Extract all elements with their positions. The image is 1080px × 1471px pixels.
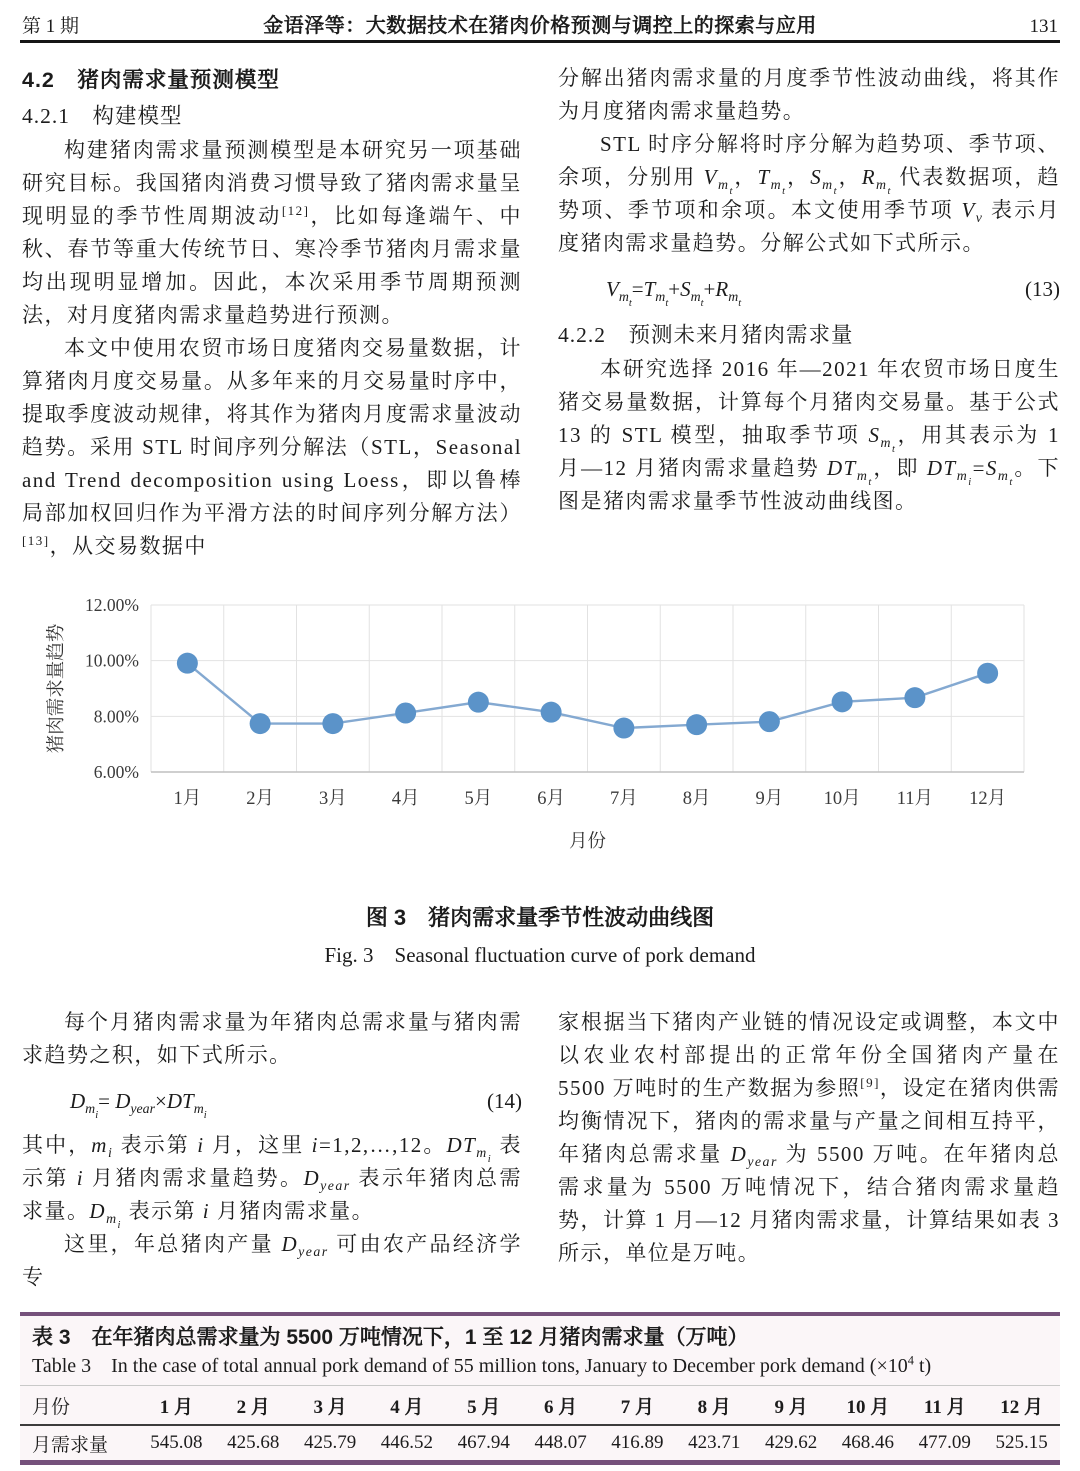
- paragraph-p6: 每个月猪肉需求量为年猪肉总需求量与猪肉需求趋势之积，如下式所示。: [22, 1010, 522, 1067]
- section-heading-4-2: 4.2 猪肉需求量预测模型: [22, 68, 280, 92]
- paragraph-p8: 这里，年总猪肉产量 $D_{year}$ 可由农产品经济学专: [22, 1232, 522, 1289]
- svg-text:2月: 2月: [246, 789, 275, 809]
- table-header-cell: 8 月: [697, 1396, 731, 1418]
- issue-number: 第 1 期: [22, 16, 80, 37]
- right-column-bottom: [558, 1006, 1060, 1270]
- paragraph-p9: 家根据当下猪肉产业链的情况设定或调整，本文中以农业农村部提出的正常年份全国猪肉产量在 5500 万吨时的生产数据为参照[9]，设定在猪肉供需均衡情况下，猪肉的需求量与产量之间相互持平，年猪肉总需求量 $D_{year}$ 为 5500 万吨。在年猪肉总需求量为 5500 万吨情况下，结合猪肉需求量趋势，计算 1 月—12 月猪肉需求量，计算结果如表 3 所示，单位是万吨。: [558, 1010, 1060, 1265]
- table-header-cell: 10 月: [846, 1396, 890, 1418]
- formula-14-expression: $D_{mi}= D_{year}\times DT_{mi}$: [70, 1089, 207, 1122]
- table-value-cell: 446.52: [380, 1432, 434, 1453]
- subsection-heading-4-2-1: 4.2.1 构建模型: [22, 104, 183, 128]
- svg-text:5月: 5月: [464, 789, 493, 809]
- table-value-cell: 477.09: [918, 1432, 971, 1453]
- table-header-label: 月份: [32, 1396, 71, 1418]
- svg-text:9月: 9月: [755, 789, 784, 809]
- subsection-heading-4-2-2: 4.2.2 预测未来月猪肉需求量: [558, 323, 854, 347]
- seasonal-fluctuation-line-chart: [38, 590, 1046, 862]
- table-value-cell: 416.89: [611, 1432, 664, 1453]
- table-3-region: [20, 1312, 1060, 1465]
- svg-text:猪肉需求量趋势: 猪肉需求量趋势: [47, 623, 67, 754]
- table-header-cell: 9 月: [774, 1396, 808, 1418]
- table-header-cell: 2 月: [236, 1396, 270, 1418]
- left-column-top: [22, 62, 522, 563]
- table-value-cell: 423.71: [688, 1432, 741, 1453]
- table-header-cell: 4 月: [390, 1396, 424, 1418]
- svg-text:7月: 7月: [609, 789, 638, 809]
- table-header-cell: 12 月: [1000, 1396, 1043, 1418]
- svg-text:1月: 1月: [173, 789, 202, 809]
- table-header-cell: 1 月: [159, 1396, 194, 1418]
- figure-caption-en: Fig. 3 Seasonal fluctuation curve of pork demand: [324, 943, 756, 967]
- formula-13: [558, 273, 1060, 310]
- table-value-cell: 448.07: [534, 1432, 587, 1453]
- svg-text:10.00%: 10.00%: [85, 650, 139, 671]
- table-value-row: [20, 1424, 1060, 1460]
- formula-13-expression: $V_{mt}=T_{mt}+S_{mt}+R_{mt}$: [606, 277, 742, 310]
- svg-text:10月: 10月: [823, 789, 861, 809]
- table-value-cell: 468.46: [841, 1432, 895, 1453]
- paragraph-p2: 本文中使用农贸市场日度猪肉交易量数据，计算猪肉月度交易量。从多年来的月交易量时序中，提取季度波动规律，将其作为猪肉月度需求量波动趋势。采用 STL 时间序列分解法（STL，Seasonal and Trend decomposition using Loess，即以鲁棒局部加权回归作为平滑方法的时间序列分解方法）[13]，从交易数据中: [22, 336, 522, 558]
- table-value-cell: 429.62: [764, 1432, 818, 1453]
- table-header-cell: 6 月: [543, 1396, 578, 1418]
- svg-text:4月: 4月: [391, 789, 420, 809]
- paragraph-p4: STL 时序分解将时序分解为趋势项、季节项、余项，分别用 $V_{mt}$，$T_{mt}$，$S_{mt}$，$R_{mt}$ 代表数据项，趋势项、季节项和余项。本文使用季节项 $V_v$ 表示月度猪肉需求量趋势。分解公式如下式所示。: [558, 132, 1061, 255]
- table-row-label: 月需求量: [32, 1434, 109, 1456]
- svg-text:8.00%: 8.00%: [93, 706, 139, 727]
- figure-3: [38, 590, 1046, 862]
- paragraph-p1: 构建猪肉需求量预测模型是本研究另一项基础研究目标。我国猪肉消费习惯导致了猪肉需求量呈现明显的季节性周期波动[12]，比如每逢端午、中秋、春节等重大传统节日、寒冷季节猪肉月需求量均出现明显增加。因此，本次采用季节周期预测法，对月度猪肉需求量趋势进行预测。: [22, 138, 522, 327]
- page-number: 131: [1029, 16, 1058, 37]
- paragraph-p5: 本研究选择 2016 年—2021 年农贸市场日度生猪交易量数据，计算每个月猪肉交易量。基于公式 13 的 STL 模型，抽取季节项 $S_{mt}$，用其表示为 1 月—12 月猪肉需求量趋势 $DT_{mt}$，即 $DT_{mi}=S_{mt}$。下图是猪肉需求量季节性波动曲线图。: [558, 357, 1061, 513]
- table-caption-en: Table 3 In the case of total annual pork demand of 55 million tons, January to December pork demand ($\times 10^4$ t): [32, 1353, 932, 1377]
- left-column-bottom: [22, 1006, 522, 1294]
- svg-text:12.00%: 12.00%: [85, 595, 139, 615]
- running-head: [22, 9, 1058, 38]
- formula-14-number: (14): [487, 1089, 522, 1113]
- figure-caption-zh: 图 3 猪肉需求量季节性波动曲线图: [365, 905, 715, 930]
- formula-13-number: (13): [1025, 277, 1060, 301]
- table-header-cell: 5 月: [467, 1396, 501, 1418]
- svg-text:月份: 月份: [568, 832, 607, 852]
- svg-text:6.00%: 6.00%: [93, 762, 139, 782]
- table-value-cell: 467.94: [457, 1432, 510, 1453]
- table-caption-zh: 表 3 在年猪肉总需求量为 5500 万吨情况下，1 至 12 月猪肉需求量（万吨）: [32, 1326, 749, 1349]
- svg-text:3月: 3月: [318, 789, 347, 809]
- header-rule: [20, 40, 1060, 43]
- running-title: 金语泽等：大数据技术在猪肉价格预测与调控上的探索与应用: [263, 15, 817, 37]
- formula-14: [22, 1085, 522, 1122]
- svg-text:11月: 11月: [896, 789, 934, 809]
- table-value-cell: 425.68: [227, 1432, 280, 1453]
- table-header-cell: 7 月: [620, 1396, 655, 1418]
- svg-text:6月: 6月: [537, 789, 566, 809]
- table-header-cell: 3 月: [313, 1396, 347, 1418]
- table-value-cell: 425.79: [303, 1432, 357, 1453]
- table-header-cell: 11 月: [923, 1396, 966, 1418]
- table-header-row: [20, 1385, 1060, 1424]
- right-column-top: [558, 62, 1060, 518]
- svg-text:12月: 12月: [969, 789, 1007, 809]
- paragraph-p7: 其中，$m_i$ 表示第 i 月，这里 i=1,2,…,12。$DT_{mi}$ 表示第 i 月猪肉需求量趋势。$D_{year}$ 表示年猪肉总需求量。$D_{mi}$ 表示第 i 月猪肉需求量。: [22, 1133, 522, 1232]
- paragraph-p3: 分解出猪肉需求量的月度季节性波动曲线，将其作为月度猪肉需求量趋势。: [558, 66, 1060, 123]
- table-value-cell: 545.08: [150, 1432, 203, 1453]
- table-value-cell: 525.15: [995, 1432, 1048, 1453]
- svg-text:8月: 8月: [682, 789, 711, 809]
